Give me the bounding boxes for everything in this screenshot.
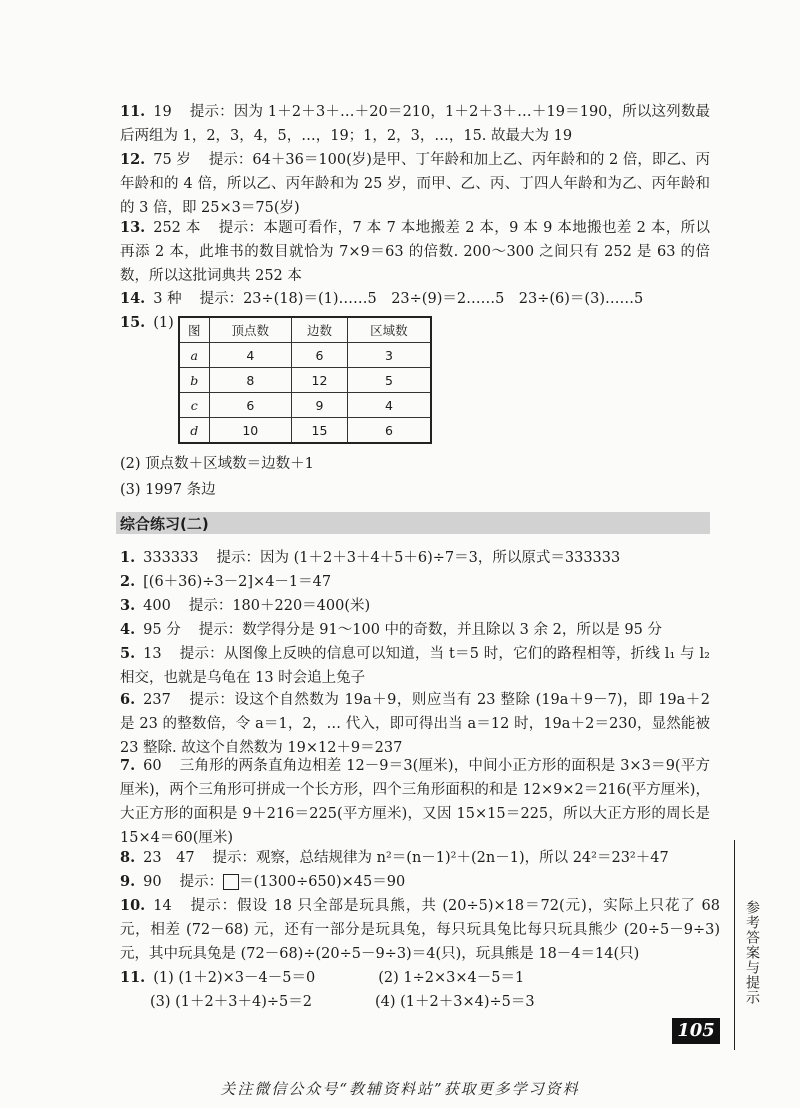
page-number: 105	[672, 1018, 720, 1044]
table-cell: 6	[292, 343, 348, 368]
table-cell: b	[179, 368, 209, 393]
margin-rule	[734, 840, 735, 1050]
exercise-9: 9. 90 提示： ＝(1300÷650)×45＝90	[120, 873, 406, 890]
table-row	[179, 368, 431, 393]
answer-13: 13. 252 本 提示：本题可看作，7 本 7 本地搬差 2 本，9 本 9 本地搬也差 2 本，所以再添 2 本，此堆书的数目就恰为 7×9＝63 的倍数. 200～300 之间只有 252 是 63 的倍数，所以这批词典共 252 本	[120, 219, 710, 284]
table-cell: 9	[292, 393, 348, 418]
footer-note: 关注微信公众号“教辅资料站”获取更多学习资料	[220, 1080, 580, 1098]
answer-12: 12. 75 岁 提示：64＋36＝100(岁)是甲、丁年龄和加上乙、丙年龄和的 2 倍，即乙、丙年龄和的 4 倍，所以乙、丙年龄和为 25 岁，而甲、乙、丙、丁四人年龄和为乙、丙年龄和的 3 倍，即 25×3＝75(岁)	[120, 151, 710, 216]
answer-15-part3: (3) 1997 条边	[120, 482, 216, 498]
blank-box-icon	[223, 874, 239, 890]
table-cell: c	[179, 393, 209, 418]
table-header-row	[179, 317, 431, 343]
exercise-4: 4. 95 分 提示：数学得分是 91～100 中的奇数，并且除以 3 余 2，所以是 95 分	[120, 621, 662, 638]
table-cell: 3	[347, 343, 431, 368]
table-row	[179, 343, 431, 368]
exercise-7: 7. 60 三角形的两条直角边相差 12－9＝3(厘米)，中间小正方形的面积是 3×3＝9(平方厘米)，两个三角形可拼成一个长方形，四个三角形面积的和是 12×9×2＝216(平方厘米)，大正方形的面积是 9＋216＝225(平方厘米)，又因 15×15＝225，所以大正方形的周长是 15×4＝60(厘米)	[120, 757, 710, 846]
table-cell: 6	[209, 393, 292, 418]
table-cell: d	[179, 418, 209, 444]
table-cell: 10	[209, 418, 292, 444]
exercise-2: 2. [(6＋36)÷3－2]×4－1＝47	[120, 573, 332, 590]
table-cell: 4	[209, 343, 292, 368]
exercise-11: 11. (1) (1＋2)×3－4－5＝0 (2) 1÷2×3×4－5＝1	[120, 969, 525, 986]
table-cell: 15	[292, 418, 348, 444]
exercise-6: 6. 237 提示：设这个自然数为 19a＋9，则应当有 23 整除 (19a＋9－7)，即 19a＋2 是 23 的整数倍，令 a＝1，2，… 代入，即可得出当 a＝12 时，19a＋2＝230，显然能被 23 整除. 故这个自然数为 19×12＋9＝237	[120, 691, 710, 756]
table-cell: 12	[292, 368, 348, 393]
answer-15-part2: (2) 顶点数＋区域数＝边数＋1	[120, 456, 314, 472]
exercise-3: 3. 400 提示：180＋220＝400(米)	[120, 597, 371, 614]
table-row	[179, 393, 431, 418]
table-header: 顶点数	[209, 317, 292, 343]
exercise-11-row2: (3) (1＋2＋3＋4)÷5＝2 (4) (1＋2＋3×4)÷5＝3	[150, 994, 535, 1010]
table-cell: 8	[209, 368, 292, 393]
table-header: 区域数	[347, 317, 431, 343]
answer-15: 15. (1)	[120, 314, 174, 331]
table-cell: 5	[347, 368, 431, 393]
table-header: 边数	[292, 317, 348, 343]
table-cell: 6	[347, 418, 431, 444]
exercise-1: 1. 333333 提示：因为 (1＋2＋3＋4＋5＋6)÷7＝3，所以原式＝333333	[120, 549, 621, 566]
exercise-5: 5. 13 提示：从图像上反映的信息可以知道，当 t＝5 时，它们的路程相等，折线 l₁ 与 l₂ 相交，也就是乌龟在 13 时会追上兔子	[120, 645, 710, 686]
section-title: 综合练习(二)	[120, 515, 209, 533]
answer-11: 11. 19 提示：因为 1＋2＋3＋…＋20＝210，1＋2＋3＋…＋19＝190，所以这列数最后两组为 1，2，3，4，5，…，19；1，2，3，…，15. 故最大为 19	[120, 103, 710, 144]
vertex-edge-table	[178, 316, 432, 444]
answer-14: 14. 3 种 提示：23÷(18)＝(1)……5 23÷(9)＝2……5 23÷(6)＝(3)……5	[120, 290, 644, 307]
side-tab-label: 参考答案与提示	[744, 900, 760, 1005]
exercise-8: 8. 23 47 提示：观察，总结规律为 n²＝(n－1)²＋(2n－1)，所以 24²＝23²＋47	[120, 849, 669, 866]
table-row	[179, 418, 431, 444]
table-cell: 4	[347, 393, 431, 418]
table-cell: a	[179, 343, 209, 368]
section-header	[116, 512, 710, 534]
table-header: 图	[179, 317, 209, 343]
exercise-10: 10. 14 提示：假设 18 只全部是玩具熊，共 (20÷5)×18＝72(元)，实际上只花了 68 元，相差 (72－68) 元，还有一部分是玩具兔，每只玩具兔比每只玩具熊少 (20÷5－9÷3) 元，其中玩具兔是 (72－68)÷(20÷5－9÷3)＝4(只)，玩具熊是 18－4＝14(只)	[120, 897, 720, 962]
